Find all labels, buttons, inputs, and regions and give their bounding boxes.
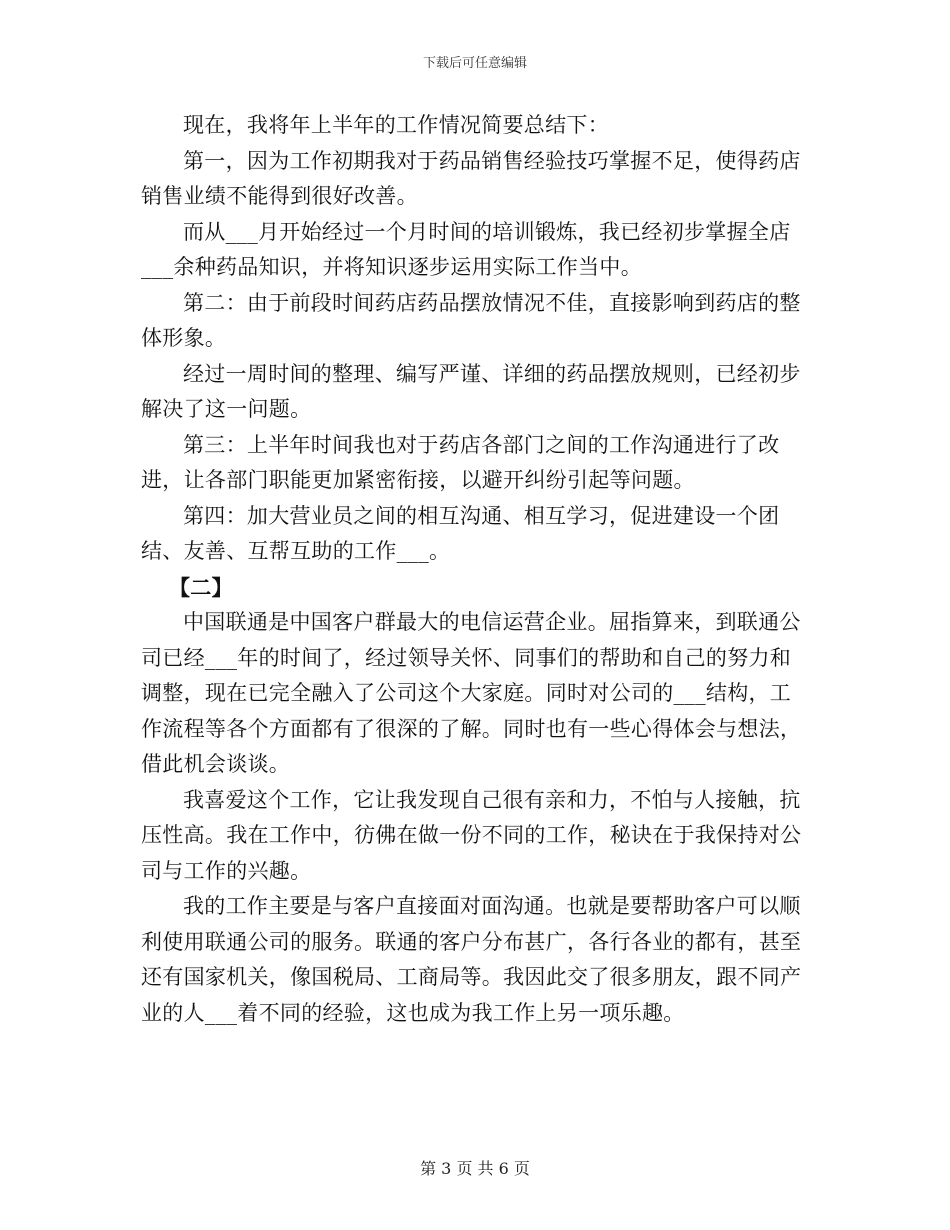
paragraph: 第一，因为工作初期我对于药品销售经验技巧掌握不足，使得药店销售业绩不能得到很好改善。 (141, 148, 801, 208)
page-header-note: 下载后可任意编辑 (422, 56, 527, 71)
paragraph: 第四：加大营业员之间的相互沟通、相互学习，促进建设一个团结、友善、互帮互助的工作___。 (141, 503, 780, 563)
page-number-footer: 第 3 页 共 6 页 (420, 1159, 530, 1178)
document-body (141, 108, 811, 1031)
paragraph: 我喜爱这个工作，它让我发现自己很有亲和力，不怕与人接触，抗压性高。我在工作中，彷佛在做一份不同的工作，秘诀在于我保持对公司与工作的兴趣。 (141, 787, 802, 883)
paragraph: 第三：上半年时间我也对于药店各部门之间的工作沟通进行了改进，让各部门职能更加紧密衔接，以避开纠纷引起等问题。 (141, 432, 780, 492)
paragraph: 现在，我将年上半年的工作情况简要总结下： (183, 113, 609, 137)
paragraph: 我的工作主要是与客户直接面对面沟通。也就是要帮助客户可以顺利使用联通公司的服务。联通的客户分布甚广，各行各业的都有，甚至还有国家机关，像国税局、工商局等。我因此交了很多朋友，跟不同产业的人___着不同的经验，这也成为我工作上另一项乐趣。 (141, 894, 802, 1025)
paragraph: 而从___月开始经过一个月时间的培训锻炼，我已经初步掌握全店___余种药品知识，并将知识逐步运用实际工作当中。 (141, 219, 791, 279)
paragraph: 中国联通是中国客户群最大的电信运营企业。屈指算来，到联通公司已经___年的时间了，经过领导关怀、同事们的帮助和自己的努力和调整，现在已完全融入了公司这个大家庭。同时对公司的___结构，工作流程等各个方面都有了很深的了解。同时也有一些心得体会与想法，借此机会谈谈。 (141, 610, 802, 776)
section-title: 【二】 (169, 574, 233, 600)
paragraph: 经过一周时间的整理、编写严谨、详细的药品摆放规则，已经初步解决了这一问题。 (141, 361, 801, 421)
paragraph: 第二：由于前段时间药店药品摆放情况不佳，直接影响到药店的整体形象。 (141, 290, 801, 350)
